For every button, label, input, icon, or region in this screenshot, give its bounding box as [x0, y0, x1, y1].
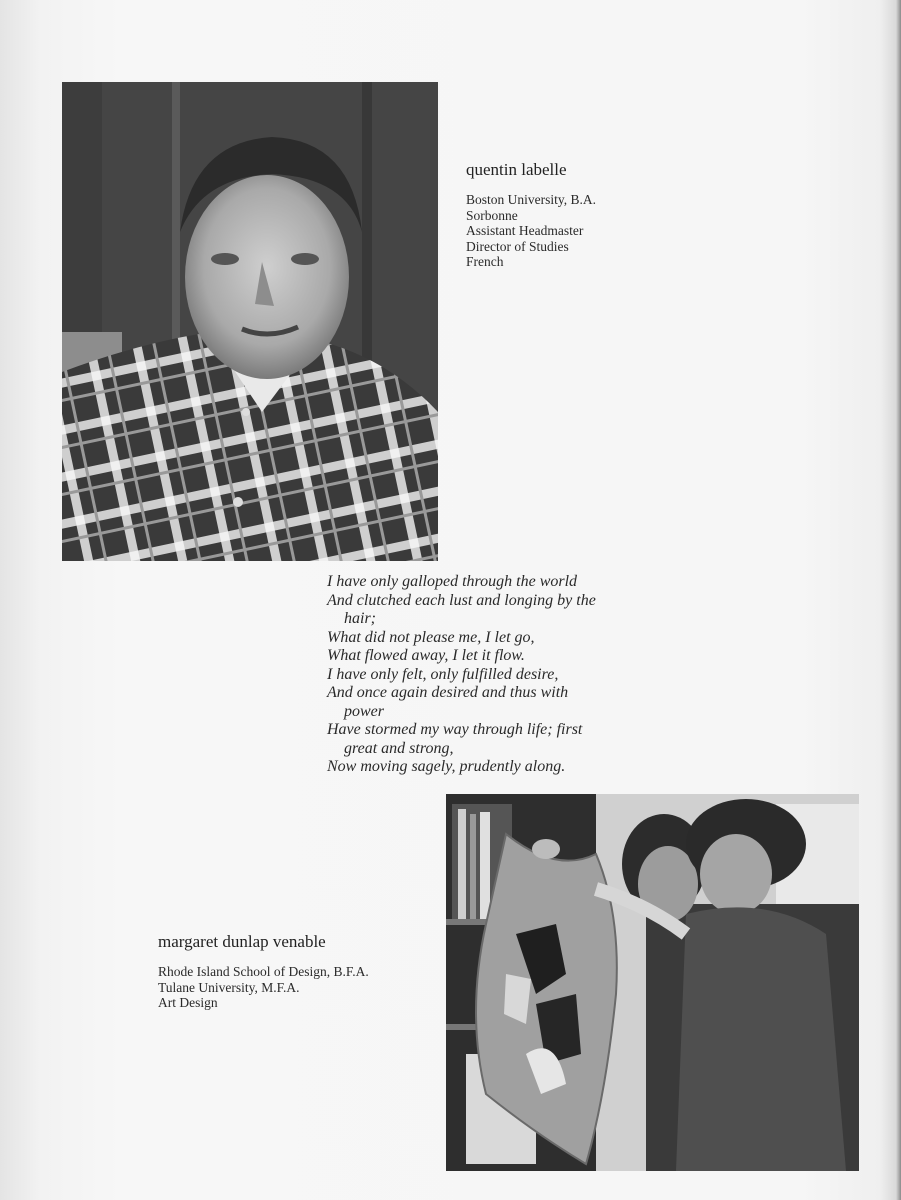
credential-line: Boston University, B.A. — [466, 192, 597, 207]
credential-line: French — [466, 254, 504, 269]
poem-line: I have only felt, only fulfilled desire, — [327, 665, 559, 683]
poem-line: great and strong, — [344, 739, 454, 757]
poem-line: Now moving sagely, prudently along. — [327, 758, 566, 775]
poem-line: What flowed away, I let it flow. — [327, 647, 525, 664]
poem-line: What did not please me, I let go, — [327, 628, 535, 646]
poem-line: hair; — [344, 610, 376, 627]
art-class-photo — [446, 794, 859, 1171]
credential-line: Sorbonne — [466, 207, 518, 223]
credential-line: Tulane University, M.F.A. — [158, 979, 300, 995]
poem-line: I have only galloped through the world — [327, 573, 578, 590]
caption-quentin-labelle — [466, 160, 596, 270]
portrait-photo-quentin-labelle — [62, 82, 438, 561]
credential-line: Art Design — [158, 995, 218, 1010]
credential-line: Director of Studies — [466, 238, 569, 254]
credential-line: Assistant Headmaster — [466, 223, 584, 238]
poem-line: Have stormed my way through life; first — [327, 721, 583, 738]
name-heading: quentin labelle — [466, 160, 567, 179]
poem-line: And once again desired and thus with — [327, 684, 569, 701]
poem-quote — [327, 573, 667, 777]
caption-margaret-dunlap-venable — [158, 932, 369, 1011]
name-heading: margaret dunlap venable — [158, 932, 326, 951]
poem-line: power — [344, 702, 384, 720]
credential-line: Rhode Island School of Design, B.F.A. — [158, 964, 369, 979]
poem-line: And clutched each lust and longing by the — [327, 591, 596, 609]
